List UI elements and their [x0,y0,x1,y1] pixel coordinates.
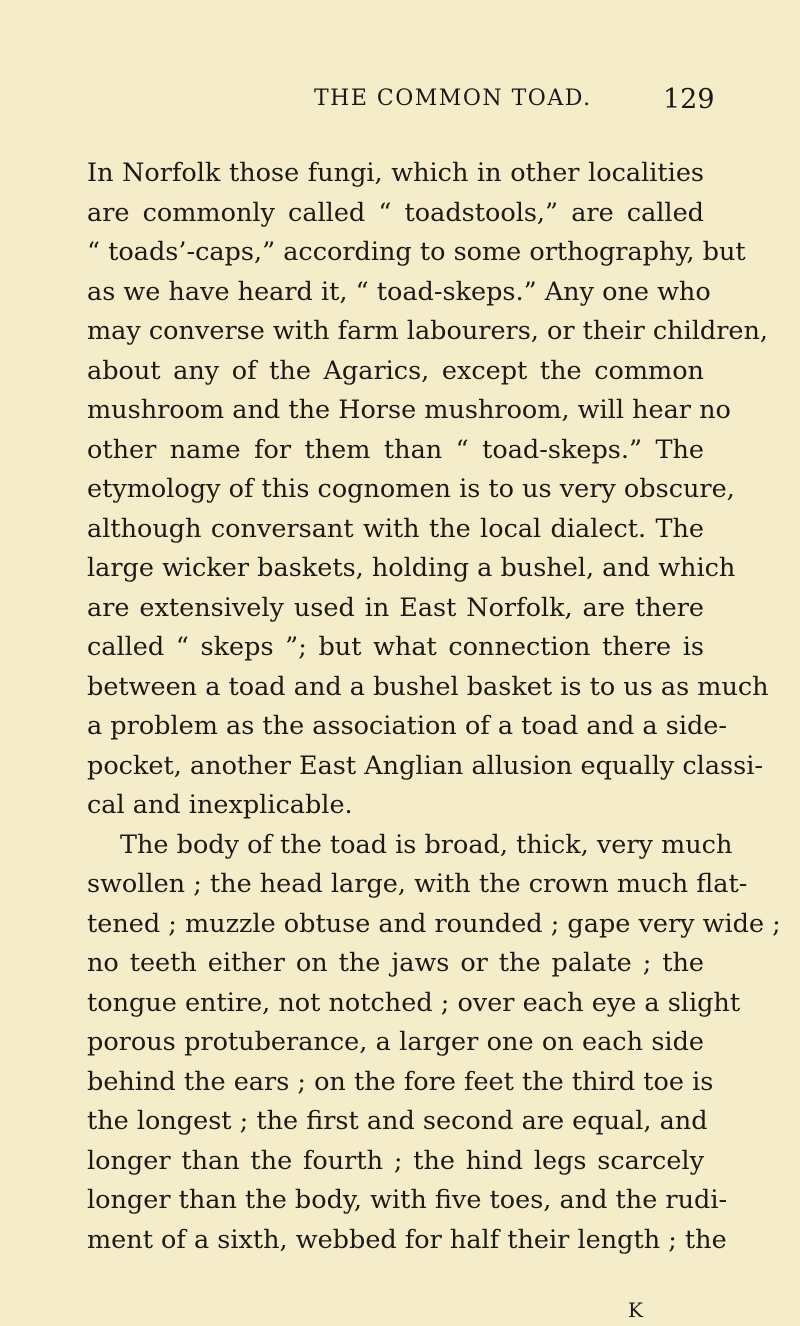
text-line: although conversant with the local dialect. The [87,513,704,544]
paragraph-start-line: The body of the toad is broad, thick, very much [120,829,733,860]
signature-mark: K [628,1298,643,1322]
text-line: longer than the body, with five toes, and the rudi- [87,1185,728,1215]
text-line: “ toads’-caps,” according to some orthography, but [87,237,746,267]
text-line: ment of a sixth, webbed for half their length ; the [87,1224,727,1255]
text-line: are extensively used in East Norfolk, are there [87,592,704,623]
text-line: between a toad and a bushel basket is to us as much [87,671,769,702]
text-line: called “ skeps ”; but what connection there is [87,632,704,662]
text-line: porous protuberance, a larger one on each side [87,1027,704,1057]
text-line: mushroom and the Horse mushroom, will hear no [87,395,731,425]
text-line: etymology of this cognomen is to us very obscure, [87,474,735,504]
paragraph-end-line: cal and inexplicable. [87,790,353,820]
text-line: tened ; muzzle obtuse and rounded ; gape very wide ; [87,908,781,939]
text-line: behind the ears ; on the fore feet the third toe is [87,1066,714,1097]
page-header [0,86,800,130]
text-line: a problem as the association of a toad and a side- [87,711,728,741]
text-line: swollen ; the head large, with the crown much flat- [87,869,748,899]
text-line: are commonly called “ toadstools,” are called [87,197,704,228]
text-line: other name for them than “ toad-skeps.” The [87,434,704,465]
text-line: tongue entire, not notched ; over each eye a slight [87,987,741,1018]
text-line: large wicker baskets, holding a bushel, and which [87,553,736,583]
text-line: pocket, another East Anglian allusion equally classi- [87,750,763,781]
text-line: the longest ; the first and second are equal, and [87,1106,708,1136]
page-number: 129 [663,84,715,115]
text-line: about any of the Agarics, except the common [87,355,704,386]
text-line: longer than the fourth ; the hind legs scarcely [87,1145,704,1176]
text-line: In Norfolk those fungi, which in other localities [87,158,704,188]
text-line: as we have heard it, “ toad-skeps.” Any one who [87,276,711,307]
text-line: no teeth either on the jaws or the palate ; the [87,948,704,978]
body-text [87,154,781,1260]
text-line: may converse with farm labourers, or their children, [87,316,769,346]
running-head: THE COMMON TOAD. [314,86,592,111]
